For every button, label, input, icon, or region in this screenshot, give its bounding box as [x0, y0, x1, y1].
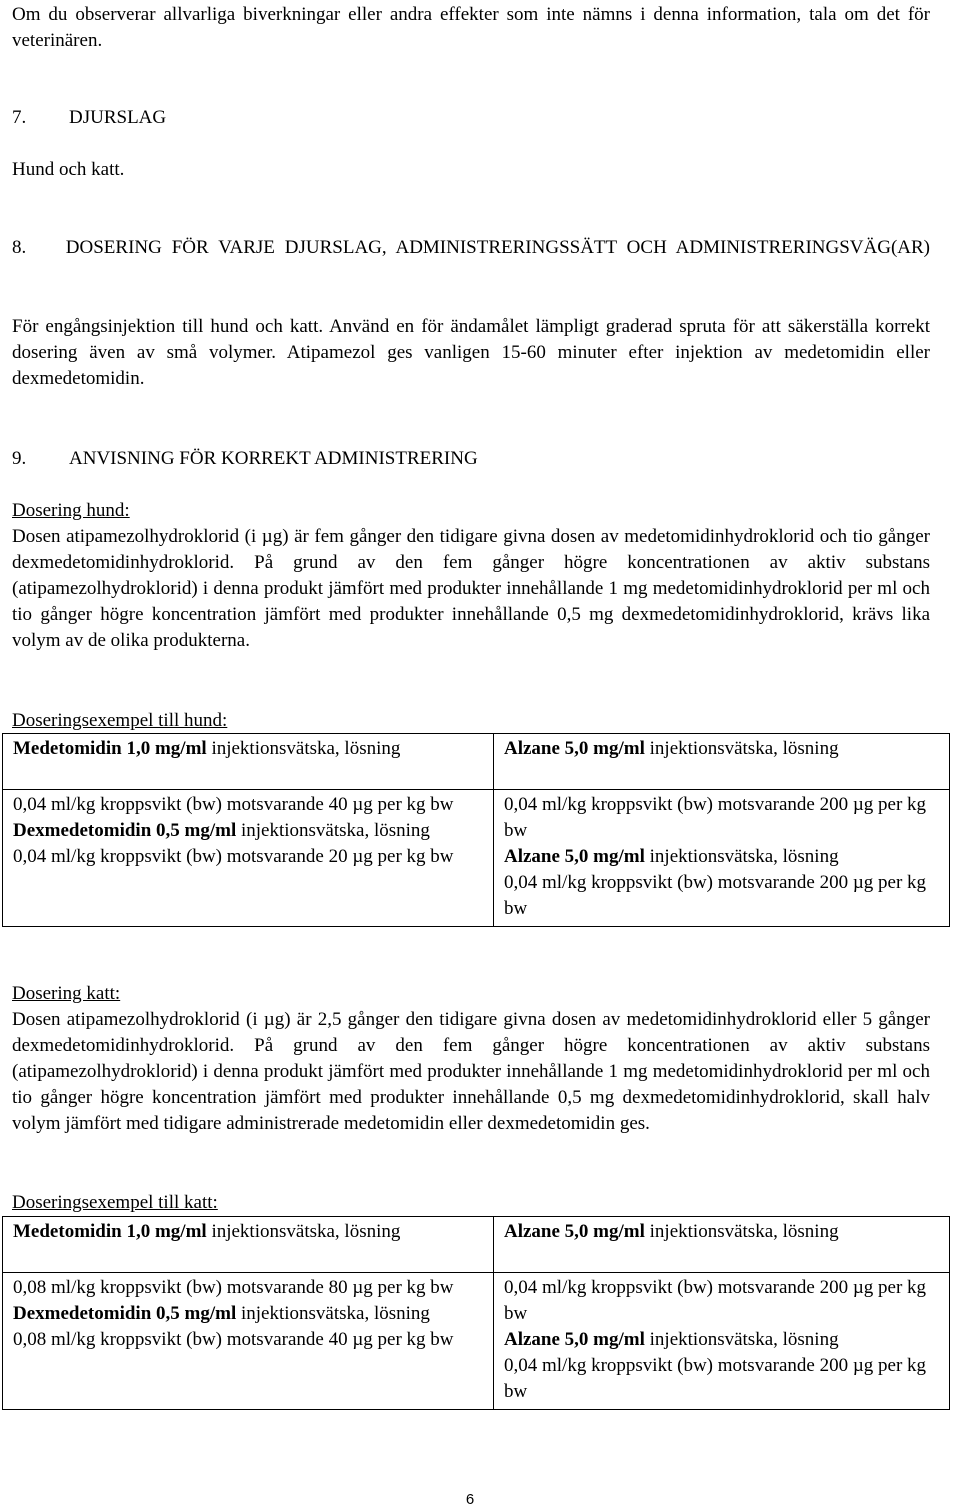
section-8-heading [12, 235, 930, 261]
section-9-heading [12, 446, 930, 472]
cat-table-cell-alzane: Alzane 5,0 mg/ml injektionsvätska, lösning [494, 1217, 950, 1273]
cat-dexmedetomidin-dose: 0,08 ml/kg kroppsvikt (bw) motsvarande 40 µg per kg bw [13, 1329, 454, 1350]
section-7-title: DJURSLAG [69, 107, 167, 128]
cat-table-cell-right-doses [494, 1273, 950, 1410]
dog-table-cell-medetomidin: Medetomidin 1,0 mg/ml injektionsvätska, lösning [3, 734, 494, 790]
dog-dosing-text: Dosen atipamezolhydroklorid (i µg) är fem gånger den tidigare givna dosen av medetomidinhydroklorid och tio gånger dexmedetomidinhydroklorid. På grund av den fem gånger högre koncentrationen av aktiv substans (atipamezolhydroklorid) i denna produkt jämfört med produkter innehållande 1 mg medetomidinhydroklorid per ml och tio gånger högre koncentration jämfört med produkter innehållande 0,5 mg dexmedetomidinhydroklorid, krävs lika volym av de olika produkterna. [12, 526, 930, 651]
page-number: 6 [465, 1491, 475, 1508]
cat-alzane-dose-1: 0,04 ml/kg kroppsvikt (bw) motsvarande 200 µg per kg bw [504, 1277, 927, 1324]
section-9-number: 9. [12, 448, 27, 469]
dog-example-heading: Doseringsexempel till hund: [12, 710, 228, 731]
table-row [3, 1273, 950, 1410]
dog-medetomidin-dose: 0,04 ml/kg kroppsvikt (bw) motsvarande 40 µg per kg bw [13, 794, 454, 815]
cat-medetomidin-dose: 0,08 ml/kg kroppsvikt (bw) motsvarande 80 µg per kg bw [13, 1277, 454, 1298]
cat-example-heading: Doseringsexempel till katt: [12, 1192, 218, 1213]
section-8-title: DOSERING FÖR VARJE DJURSLAG, ADMINISTRERINGSSÄTT OCH ADMINISTRERINGSVÄG(AR) [65, 237, 931, 258]
cat-table-cell-left-doses [3, 1273, 494, 1410]
table-row [3, 790, 950, 927]
cat-dosing-heading: Dosering katt: [12, 983, 121, 1004]
dog-alzane-label: Alzane 5,0 mg/ml injektionsvätska, lösning [504, 846, 839, 867]
dog-table-cell-left-doses [3, 790, 494, 927]
dog-dosing-table [2, 733, 950, 927]
dog-alzane-dose-2: 0,04 ml/kg kroppsvikt (bw) motsvarande 200 µg per kg bw [504, 872, 927, 919]
dog-dosing-heading: Dosering hund: [12, 500, 130, 521]
cat-alzane-label: Alzane 5,0 mg/ml injektionsvätska, lösning [504, 1329, 839, 1350]
section-7-heading [12, 105, 930, 131]
intro-paragraph: Om du observerar allvarliga biverkningar eller andra effekter som inte nämns i denna information, tala om det för veterinären. [12, 4, 930, 51]
dog-table-cell-right-doses [494, 790, 950, 927]
dog-table-cell-alzane: Alzane 5,0 mg/ml injektionsvätska, lösning [494, 734, 950, 790]
section-8-number: 8. [12, 237, 27, 258]
dog-dexmedetomidin-label: Dexmedetomidin 0,5 mg/ml injektionsvätska, lösning [13, 820, 430, 841]
dog-dexmedetomidin-dose: 0,04 ml/kg kroppsvikt (bw) motsvarande 20 µg per kg bw [13, 846, 454, 867]
cat-table-cell-medetomidin: Medetomidin 1,0 mg/ml injektionsvätska, lösning [3, 1217, 494, 1273]
section-7-text: Hund och katt. [12, 159, 125, 180]
dog-alzane-dose-1: 0,04 ml/kg kroppsvikt (bw) motsvarande 200 µg per kg bw [504, 794, 927, 841]
cat-dosing-table [2, 1216, 950, 1410]
cat-dexmedetomidin-label: Dexmedetomidin 0,5 mg/ml injektionsvätska, lösning [13, 1303, 430, 1324]
cat-dosing-text: Dosen atipamezolhydroklorid (i µg) är 2,5 gånger den tidigare givna dosen av medetomidinhydroklorid eller 5 gånger dexmedetomidinhydroklorid. På grund av den fem gånger högre koncentrationen av aktiv substans (atipamezolhydroklorid) i denna produkt jämfört med produkter innehållande 1 mg medetomidinhydroklorid per ml och tio gånger högre koncentration jämfört med produkter innehållande 0,5 mg dexmedetomidinhydroklorid, skall halv volym jämfört med tidigare administrerade medetomidin eller dexmedetomidin ges. [12, 1009, 930, 1134]
table-row [3, 1217, 950, 1273]
section-7-number: 7. [12, 107, 27, 128]
table-row [3, 734, 950, 790]
cat-alzane-dose-2: 0,04 ml/kg kroppsvikt (bw) motsvarande 200 µg per kg bw [504, 1355, 927, 1402]
section-9-title: ANVISNING FÖR KORREKT ADMINISTRERING [69, 448, 478, 469]
section-8-text: För engångsinjektion till hund och katt. Använd en för ändamålet lämpligt graderad spruta för att säkerställa korrekt dosering även av små volymer. Atipamezol ges vanligen 15-60 minuter efter injektion av medetomidin eller dexmedetomidin. [12, 316, 930, 389]
